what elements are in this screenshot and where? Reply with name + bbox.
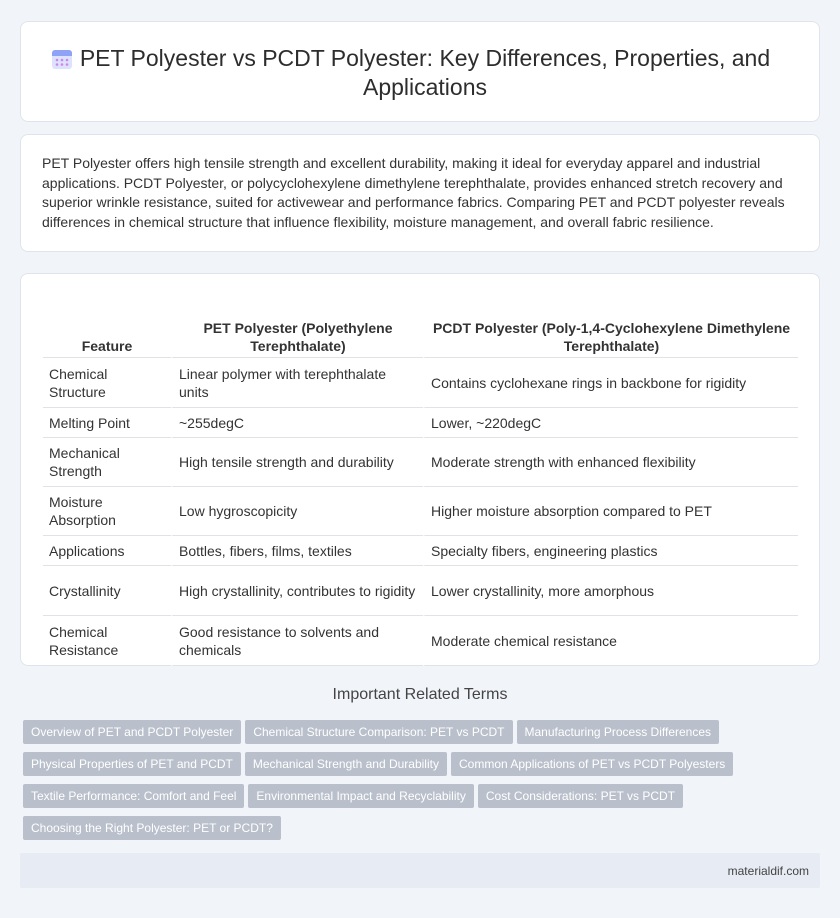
table-row (43, 358, 798, 408)
page-title: PET Polyester vs PCDT Polyester: Key Differences, Properties, and Applications (79, 45, 771, 100)
related-term-tag[interactable]: Choosing the Right Polyester: PET or PCDT? (23, 816, 281, 840)
pet-cell: Bottles, fibers, films, textiles (171, 536, 423, 566)
pcdt-cell: Contains cyclohexane rings in backbone for rigidity (423, 358, 798, 408)
pet-cell: High tensile strength and durability (171, 438, 423, 487)
related-term-tag[interactable]: Cost Considerations: PET vs PCDT (478, 784, 683, 808)
feature-cell: Mechanical Strength (43, 438, 171, 487)
related-term-tag[interactable]: Mechanical Strength and Durability (245, 752, 447, 776)
pet-cell: Linear polymer with terephthalate units (171, 358, 423, 408)
tag-row (23, 816, 823, 848)
pcdt-cell: Higher moisture absorption compared to PET (423, 487, 798, 536)
header-pcdt: PCDT Polyester (Poly-1,4-Cyclohexylene Dimethylene Terephthalate) (423, 294, 798, 358)
feature-cell: Melting Point (43, 408, 171, 438)
feature-cell: Chemical Structure (43, 358, 171, 408)
comparison-table-card (20, 273, 820, 666)
table-row (43, 566, 798, 616)
related-term-tag[interactable]: Chemical Structure Comparison: PET vs PCDT (245, 720, 512, 744)
table-row (43, 438, 798, 487)
table-header-row (43, 294, 798, 358)
tag-row (23, 784, 823, 816)
footer (20, 853, 820, 888)
pcdt-cell: Moderate chemical resistance (423, 616, 798, 666)
feature-cell: Moisture Absorption (43, 487, 171, 536)
table-row (43, 408, 798, 438)
header-pet: PET Polyester (Polyethylene Terephthalate) (171, 294, 423, 358)
related-terms-list (23, 720, 823, 848)
related-term-tag[interactable]: Overview of PET and PCDT Polyester (23, 720, 241, 744)
pcdt-cell: Lower, ~220degC (423, 408, 798, 438)
related-term-tag[interactable]: Common Applications of PET vs PCDT Polyesters (451, 752, 733, 776)
footer-site-link[interactable]: materialdif.com (727, 864, 809, 878)
intro-card (20, 134, 820, 252)
table-row (43, 616, 798, 666)
tag-row (23, 720, 823, 752)
pet-cell: Good resistance to solvents and chemicals (171, 616, 423, 666)
pet-cell: Low hygroscopicity (171, 487, 423, 536)
related-term-tag[interactable]: Environmental Impact and Recyclability (248, 784, 473, 808)
related-terms-heading: Important Related Terms (332, 686, 508, 703)
pcdt-cell: Lower crystallinity, more amorphous (423, 566, 798, 616)
feature-cell: Crystallinity (43, 566, 171, 616)
header-feature: Feature (43, 294, 171, 358)
feature-cell: Applications (43, 536, 171, 566)
pcdt-cell: Moderate strength with enhanced flexibility (423, 438, 798, 487)
title-card (20, 21, 820, 122)
pet-cell: ~255degC (171, 408, 423, 438)
related-term-tag[interactable]: Textile Performance: Comfort and Feel (23, 784, 244, 808)
comparison-table (43, 294, 798, 666)
feature-cell: Chemical Resistance (43, 616, 171, 666)
tag-row (23, 752, 823, 784)
related-term-tag[interactable]: Physical Properties of PET and PCDT (23, 752, 241, 776)
table-row (43, 536, 798, 566)
pet-cell: High crystallinity, contributes to rigidity (171, 566, 423, 616)
intro-paragraph: PET Polyester offers high tensile strength and excellent durability, making it ideal for everyday apparel and industrial applications. PCDT Polyester, or polycyclohexylene dimethylene terephthalate, provides enhanced stretch recovery and superior wrinkle resistance, suited for activewear and performance fabrics. Comparing PET and PCDT polyester reveals differences in chemical structure that influence flexibility, moisture management, and overall fabric resilience. (42, 155, 785, 230)
pcdt-cell: Specialty fibers, engineering plastics (423, 536, 798, 566)
related-term-tag[interactable]: Manufacturing Process Differences (517, 720, 720, 744)
table-row (43, 487, 798, 536)
